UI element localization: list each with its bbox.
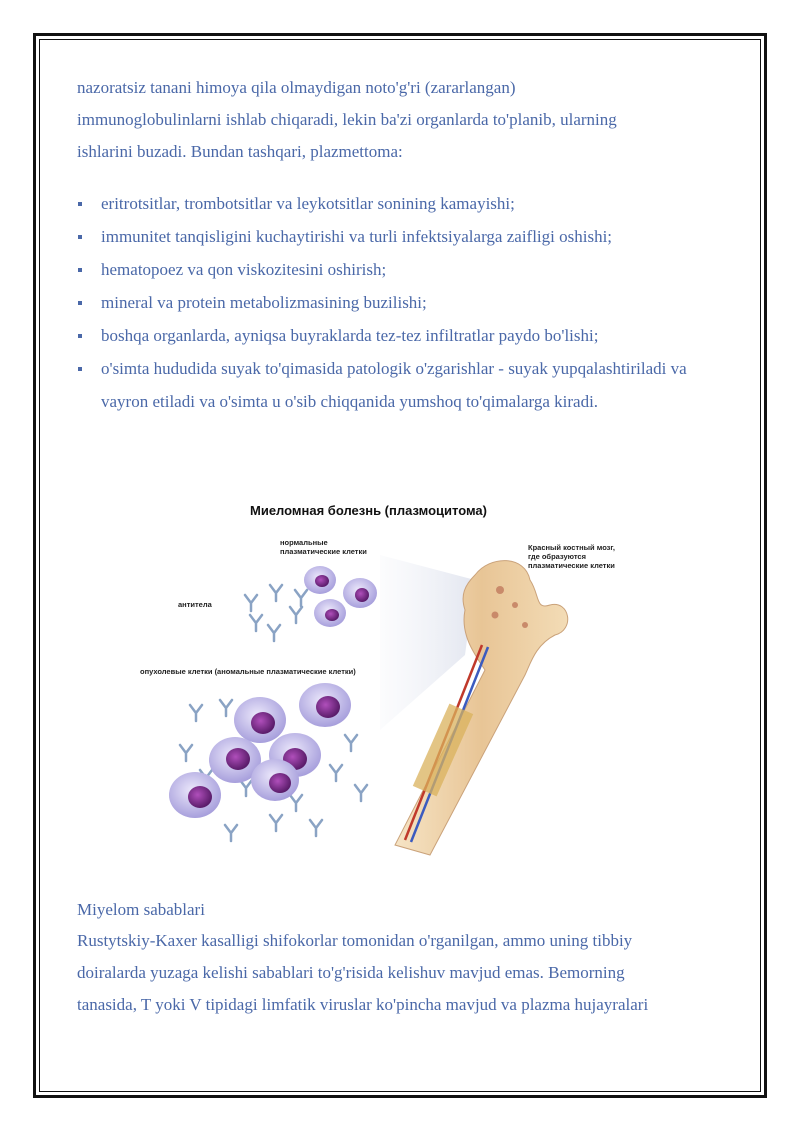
figure-title: Миеломная болезнь (плазмоцитома) [250,503,487,518]
label-tumor-cells: опухолевые клетки (аномальные плазматические клетки) [140,667,356,676]
intro-line: nazoratsiz tanani himoya qila olmaydigan noto'g'ri (zararlangan) [77,78,516,97]
list-item: mineral va protein metabolizmasining buzilishi; [77,286,697,319]
myeloma-illustration [130,495,670,865]
paragraph-line: doiralarda yuzaga kelishi sabablari to'g'risida kelishuv mavjud emas. Bemorning [77,963,625,982]
label-bone-marrow: Красный костный мозг, где образуются плазматические клетки [528,543,615,570]
list-item: o'simta hududida suyak to'qimasida patologik o'zgarishlar - suyak yupqalashtiriladi va vayron etiladi va o'simta u o'sib chiqqanida yumshoq to'qimalarga kiradi. [77,352,697,418]
tumor-cells [169,683,351,818]
paragraph-line: tanasida, T yoki V tipidagi limfatik viruslar ko'pincha mavjud va plazma hujayralari [77,995,649,1014]
section-heading: Miyelom sabablari [77,900,205,919]
label-normal-cells: нормальные плазматические клетки [280,538,367,556]
list-item: eritrotsitlar, trombotsitlar va leykotsitlar sonining kamayishi; [77,187,697,220]
intro-line: immunoglobulinlarni ishlab chiqaradi, lekin ba'zi organlarda to'planib, ularning [77,110,617,129]
causes-paragraph [77,925,727,1021]
intro-paragraph [77,72,717,168]
zoom-beam [380,555,475,730]
normal-plasma-cells [304,566,377,627]
list-item: immunitet tanqisligini kuchaytirishi va turli infektsiyalarga zaifligi oshishi; [77,220,697,253]
intro-line: ishlarini buzadi. Bundan tashqari, plazmettoma: [77,142,403,161]
effects-list [77,187,697,418]
paragraph-line: Rustytskiy-Kaxer kasalligi shifokorlar tomonidan o'rganilgan, ammo uning tibbiy [77,931,633,950]
list-item: hematopoez va qon viskozitesini oshirish; [77,253,697,286]
list-item: boshqa organlarda, ayniqsa buyraklarda tez-tez infiltratlar paydo bo'lishi; [77,319,697,352]
label-antibodies: антитела [178,600,212,609]
